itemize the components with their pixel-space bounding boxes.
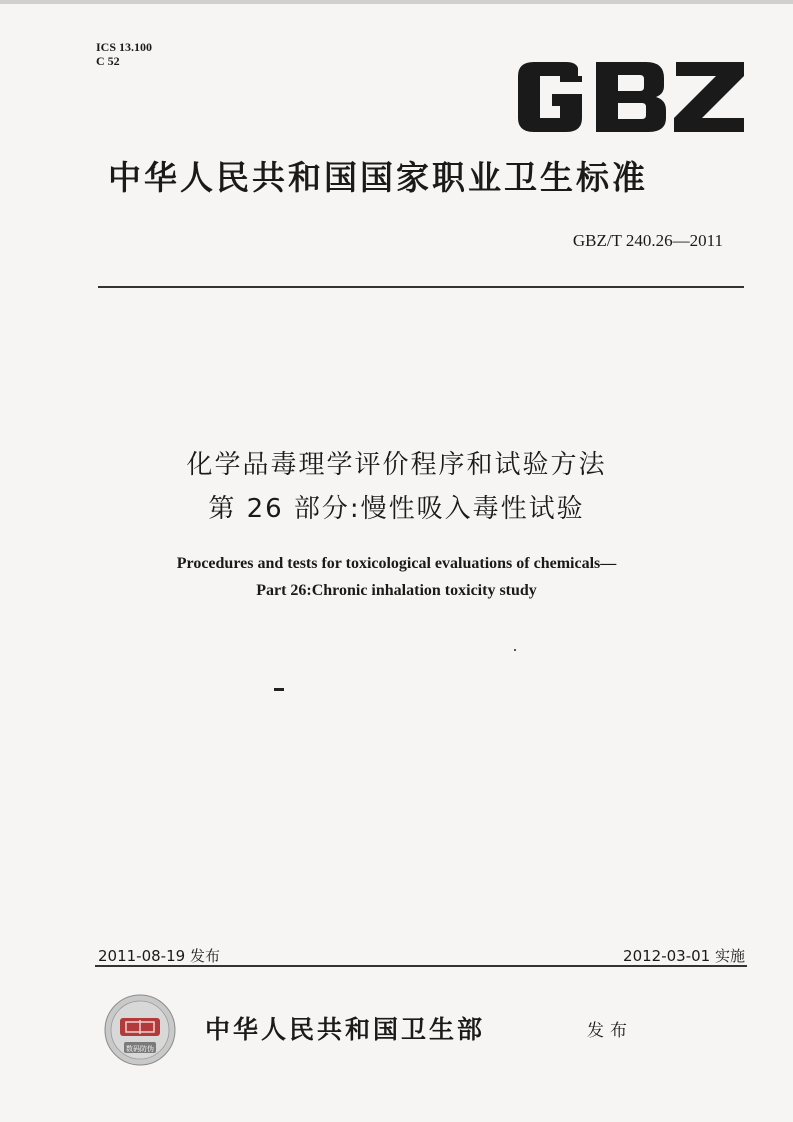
classification-codes [96, 40, 152, 68]
ics-code: ICS 13.100 [96, 40, 153, 54]
implementation-date: 2012-03-01 实施 [623, 947, 745, 965]
standard-category-title: 中华人民共和国国家职业卫生标准 [108, 158, 648, 197]
header-divider [98, 286, 744, 288]
chinese-title-line-2: 第 26 部分:慢性吸入毒性试验 [208, 494, 585, 524]
issuing-authority: 中华人民共和国卫生部 [205, 1015, 486, 1044]
print-mark [274, 688, 284, 691]
anti-counterfeit-seal-icon [104, 994, 176, 1066]
chinese-title-line-1: 化学品毒理学评价程序和试验方法 [186, 450, 607, 480]
standard-number: GBZ/T 240.26—2011 [572, 231, 723, 250]
english-title-line-2: Part 26:Chronic inhalation toxicity study [256, 582, 537, 599]
page-top-edge [0, 0, 793, 4]
ccs-code: C 52 [96, 54, 120, 68]
gbz-logo [518, 62, 744, 132]
seal-caption: 数码防伪 [126, 1045, 154, 1053]
print-speck [514, 649, 516, 651]
footer-divider [95, 965, 747, 967]
issue-date: 2011-08-19 发布 [98, 947, 220, 965]
english-title-line-1: Procedures and tests for toxicological evaluations of chemicals— [176, 555, 617, 572]
issuing-authority-suffix: 发布 [587, 1021, 633, 1041]
